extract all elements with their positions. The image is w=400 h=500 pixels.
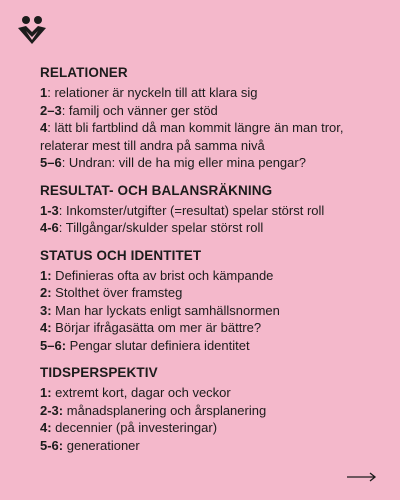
item-key: 4: (40, 320, 52, 335)
item-text: extremt kort, dagar och veckor (51, 385, 231, 400)
section-heading: RESULTAT- OCH BALANSRÄKNING (40, 182, 273, 198)
item-text: Pengar slutar definiera identitet (66, 337, 250, 353)
list-item (40, 84, 375, 102)
list-item (40, 437, 375, 455)
section-tidsperspektiv (40, 364, 375, 454)
item-text: Börjar ifrågasätta om mer är bättre? (51, 320, 262, 335)
item-key: 4 (40, 120, 48, 135)
list-item (40, 402, 375, 420)
item-text: decennier (på investeringar) (51, 420, 218, 435)
item-text: : Tillgångar/skulder spelar störst roll (58, 220, 264, 235)
item-key: 4-6 (40, 220, 59, 235)
list-item (40, 284, 375, 302)
list-item (40, 119, 375, 154)
item-text: Definieras ofta av brist och kämpande (51, 267, 274, 283)
list-item (40, 154, 375, 172)
item-key: 1 (40, 85, 48, 100)
list-item (40, 102, 375, 120)
item-text: : relationer är nyckeln till att klara sig (47, 85, 258, 100)
item-text: månadsplanering och årsplanering (63, 402, 267, 418)
item-key: 5–6 (40, 155, 62, 170)
list-item (40, 302, 375, 320)
item-key: 4: (40, 420, 52, 435)
item-key: 2–3 (40, 102, 62, 118)
item-text: : Inkomster/utgifter (=resultat) spelar störst roll (58, 202, 325, 218)
section-heading: TIDSPERSPEKTIV (40, 365, 158, 380)
list-item (40, 337, 375, 355)
item-key: 1: (40, 385, 52, 400)
section-relationer (40, 64, 375, 172)
list-item (40, 384, 375, 402)
section-status (40, 247, 375, 355)
list-item (40, 319, 375, 337)
section-heading: RELATIONER (40, 65, 128, 80)
item-key: 5-6: (40, 437, 64, 453)
section-heading: STATUS OCH IDENTITET (40, 247, 202, 263)
list-item (40, 267, 375, 285)
item-key: 1: (40, 267, 52, 283)
content-list (40, 64, 375, 464)
item-text: generationer (63, 437, 140, 453)
item-key: 3: (40, 302, 52, 318)
people-heart-logo-icon (16, 14, 48, 46)
item-text: : familj och vänner ger stöd (61, 102, 218, 118)
item-text: : Undran: vill de ha mig eller mina pengar? (61, 155, 306, 170)
item-text: Stolthet över framsteg (51, 285, 183, 300)
item-key: 2-3: (40, 402, 64, 418)
item-key: 1-3 (40, 202, 59, 218)
list-item (40, 419, 375, 437)
item-text: : lätt bli fartblind då man kommit längre än man tror, relaterar mest till andra på samma nivå (40, 120, 344, 153)
arrow-right-icon[interactable] (346, 470, 378, 482)
item-key: 5–6: (40, 337, 67, 353)
list-item (40, 202, 375, 220)
list-item (40, 219, 375, 237)
item-text: Man har lyckats enligt samhällsnormen (51, 302, 280, 318)
section-resultat (40, 182, 375, 237)
item-key: 2: (40, 285, 52, 300)
